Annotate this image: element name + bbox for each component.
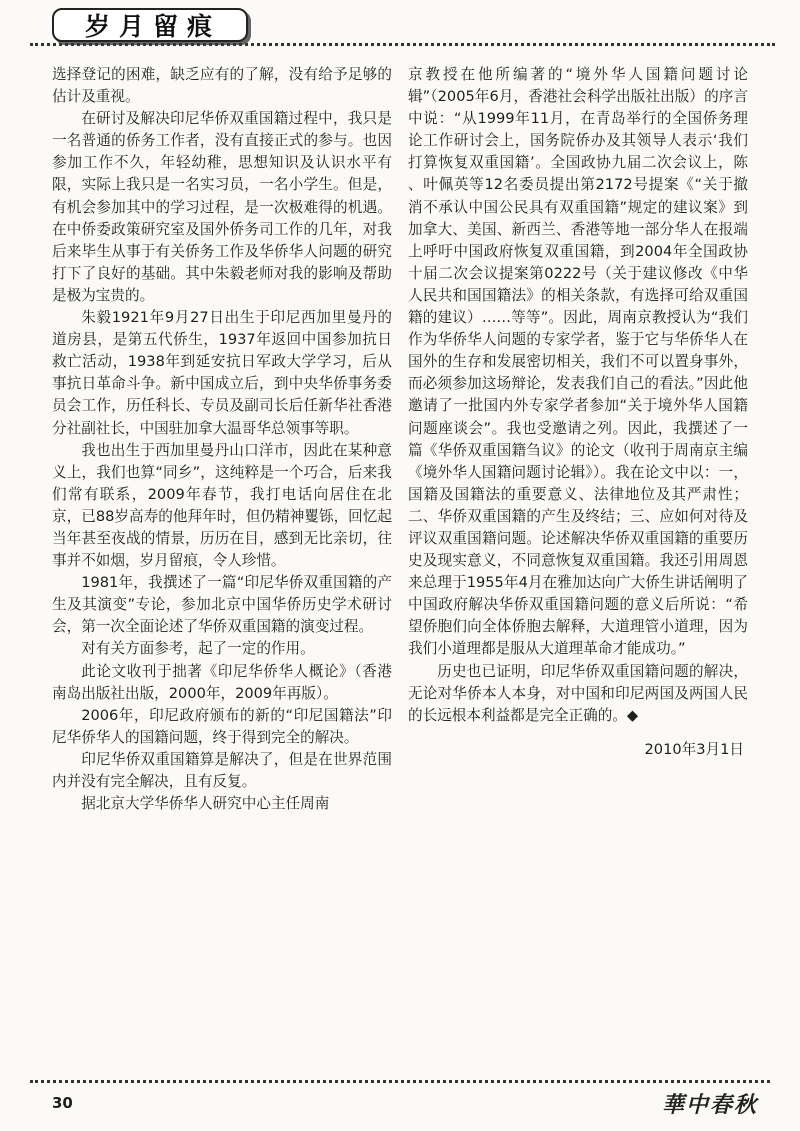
page-number: 30 <box>52 1094 73 1112</box>
paragraph: 2006年，印尼政府颁布的新的“印尼国籍法”印尼华侨华人的国籍问题，终于得到完全的解决。 <box>52 706 392 746</box>
paragraph: 选择登记的困难，缺乏应有的了解，没有给予足够的估计及重视。 <box>52 66 392 106</box>
section-title-badge: 岁月留痕 <box>52 8 248 42</box>
right-column <box>408 64 748 815</box>
paragraph: 此论文收刊于拙著《印尼华侨华人概论》（香港南岛出版社出版，2000年，2009年再版）。 <box>52 662 392 702</box>
paragraph: 1981年，我撰述了一篇“印尼华侨双重国籍的产生及其演变”专论，参加北京中国华侨历史学术研讨会，第一次全面论述了华侨双重国籍的演变过程。 <box>52 574 392 636</box>
article-date: 2010年3月1日 <box>644 740 744 758</box>
header-dotted-rule <box>30 43 775 46</box>
magazine-logo: 華中春秋 <box>661 1092 758 1118</box>
paragraph: 历史也已证明，印尼华侨双重国籍问题的解决，无论对华侨本人本身，对中国和印尼两国及两国人民的长远根本利益都是完全正确的。◆ <box>408 662 748 724</box>
paragraph: 在研讨及解决印尼华侨双重国籍过程中，我只是一名普通的侨务工作者，没有直接正式的参与。也因参加工作不久，年轻幼稚，思想知识及认识水平有限，实际上我只是一名实习员，一名小学生。但是，有机会参加其中的学习过程，是一次极难得的机遇。在中侨委政策研究室及国外侨务司工作的几年，对我后来毕生从事于有关侨务工作及华侨华人问题的研究打下了良好的基础。其中朱毅老师对我的影响及帮助是极为宝贵的。 <box>52 110 392 304</box>
paragraph: 对有关方面参考，起了一定的作用。 <box>81 640 315 658</box>
paragraph: 印尼华侨双重国籍算是解决了，但是在世界范围内并没有完全解决，且有反复。 <box>52 750 392 790</box>
left-column <box>52 64 392 815</box>
paragraph: 京教授在他所编著的“境外华人国籍问题讨论辑”（2005年6月，香港社会科学出版社出版）的序言中说：“从1999年11月，在青岛举行的全国侨务理论工作研讨会上，国务院侨办及其领导人表示‘我们打算恢复双重国籍’。全国政协九届二次会议上，陈 、叶佩英等12名委员提出第2172号提案《“关于撤消不承认中国公民具有双重国籍”规定的建议案》到加拿大、美国、新西兰、香港等地一部分华人在报端上呼吁中国政府恢复双重国籍，到2004年全国政协十届二次会议提案第0222号（关于建议修改《中华人民共和国国籍法》的相关条款，有选择可给双重国籍的建议）……等等”。因此，周南京教授认为“我们作为华侨华人问题的专家学者，鉴于它与华侨华人在国外的生存和发展密切相关，我们不可以置身事外，而必须参加这场辩论，发表我们自己的看法。”因此他邀请了一批国内外专家学者参加“关于境外华人国籍问题座谈会”。我也受邀请之列。因此，我撰述了一篇《华侨双重国籍刍议》的论文（收刊于周南京主编《境外华人国籍问题讨论辑》）。我在论文中以：一，国籍及国籍法的重要意义、法律地位及其严肃性；二、华侨双重国籍的产生及终结；三、应如何对待及评议双重国籍问题。论述解决华侨双重国籍的重要历史及现实意义，不同意恢复双重国籍。我还引用周恩来总理于1955年4月在雅加达向广大侨生讲话阐明了中国政府解决华侨双重国籍问题的意义后所说：“希望侨胞们向全体侨胞去解释，大道理管小道理，因为我们小道理都是服从大道理革命才能成功。” <box>408 66 748 658</box>
paragraph: 据北京大学华侨华人研究中心主任周南 <box>81 795 330 813</box>
article-body <box>52 64 748 815</box>
paragraph: 朱毅1921年9月27日出生于印尼西加里曼丹的道房县，是第五代侨生，1937年返回中国参加抗日救亡活动，1938年到延安抗日军政大学学习，后从事抗日革命斗争。新中国成立后，到中央华侨事务委员会工作，历任科长、专员及副司长后任新华社香港分社副社长，中国驻加拿大温哥华总领事等职。 <box>52 309 392 437</box>
page-header <box>30 0 775 58</box>
paragraph: 我也出生于西加里曼丹山口洋市，因此在某种意义上，我们也算“同乡”，这纯粹是一个巧合，后来我们常有联系，2009年春节，我打电话向居住在北京，已88岁高寿的他拜年时，但仍精神矍铄，回忆起当年甚至夜战的情景，历历在目，感到无比亲切，往事并不如烟，岁月留痕，令人珍惜。 <box>52 441 392 570</box>
footer-dotted-rule <box>30 1080 770 1083</box>
